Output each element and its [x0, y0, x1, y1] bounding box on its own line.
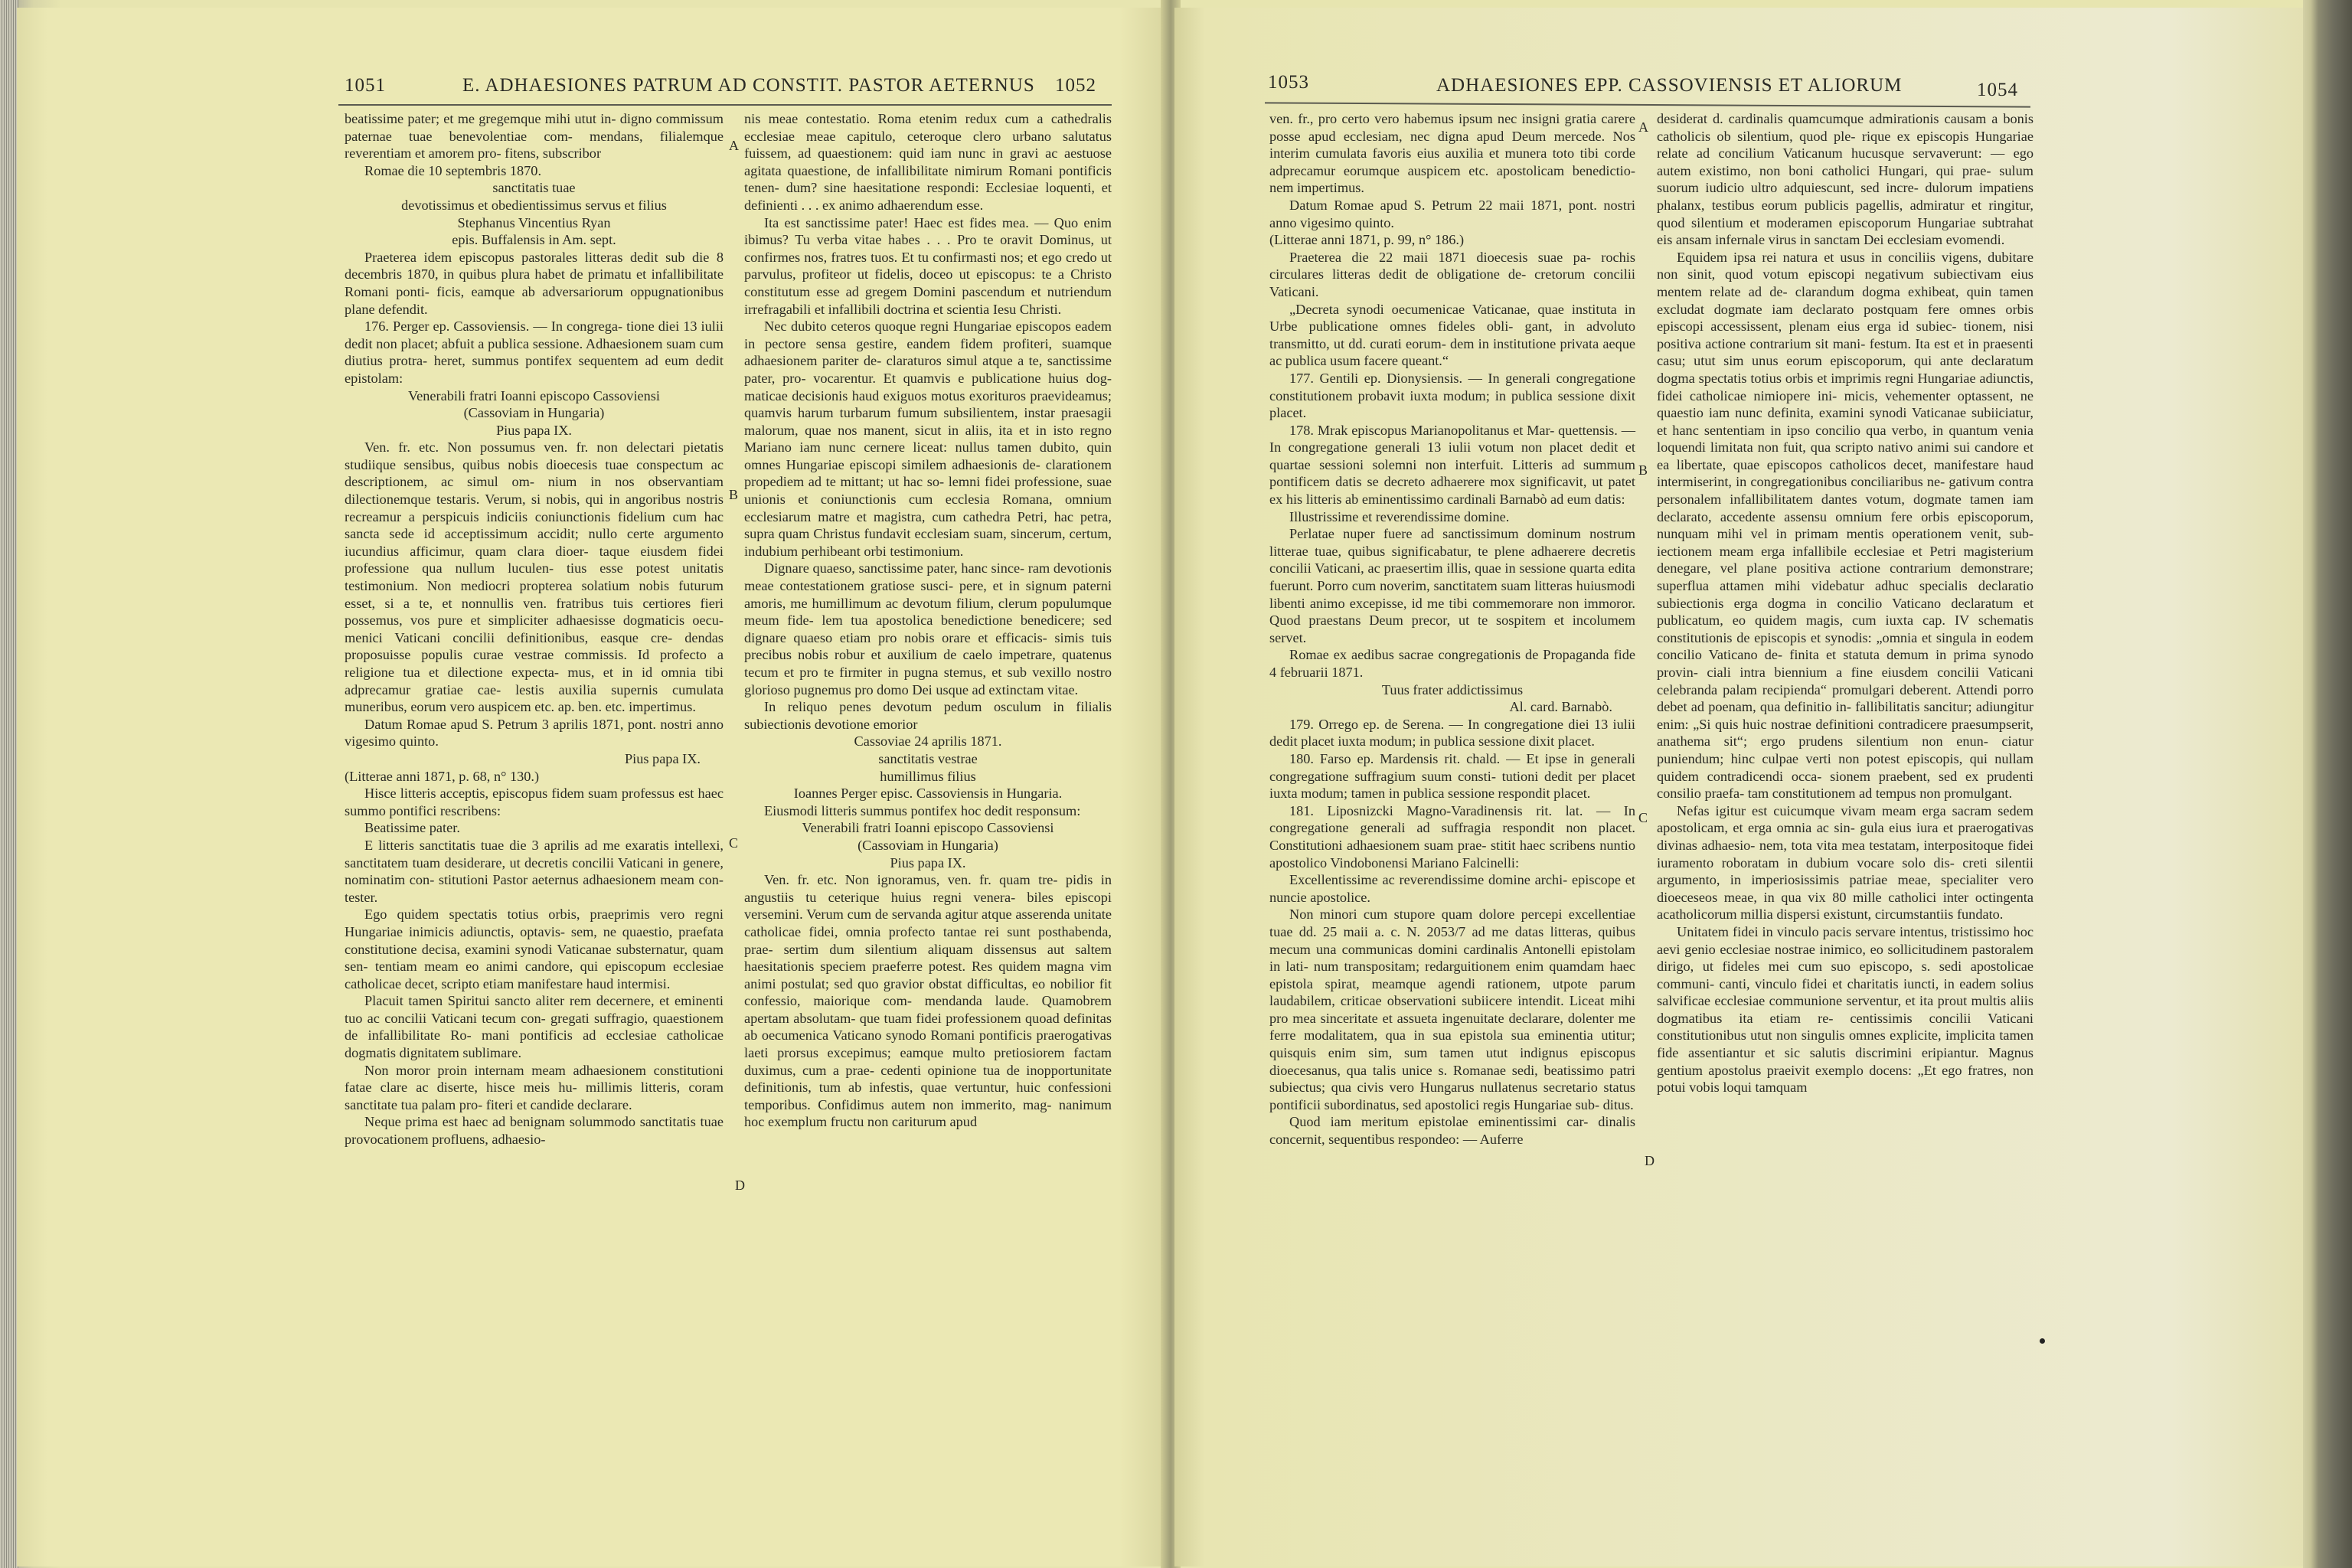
paragraph: humillimus filius — [880, 768, 976, 784]
page-number: 1051 — [345, 75, 386, 96]
paragraph: Quod iam meritum epistolae eminentissimi car- dinalis concernit, sequentibus respondeo: — Auferre — [1269, 1114, 1635, 1148]
paragraph: Cassoviae 24 aprilis 1871. — [854, 733, 1002, 750]
paragraph: Non minori cum stupore quam dolore percepi excellentiae tuae dd. 25 maii a. c. N. 2053/7 ad me datas litteras, quibus mecum una communicas domini cardinalis Antonelli epistolam in lati- num transpositam; redarguitionem enim quamdam haec epistola spirat, meamque agendi rationem, utpote parum laudabilem, criticae observationi subiicere intendit. Liceat mihi pro mea sinceritate et assueta ingenuitate declarare, dolenter me ferre modalitatem, qua in sua epistola sua eminentia utitur; quisquis enim sim, sum tamen utut indignus episcopus dioecesanus, qua talis unice s. Romanae sedi, beatissimo patri subiectus; qua civis vero Hungarus nullatenus secretario status pontificii subordinatus, sed apostolici regis Hungariae sub- ditus. — [1269, 906, 1635, 1112]
paragraph: Ioannes Perger episc. Cassoviensis in Hungaria. — [793, 786, 1063, 802]
paragraph: 178. Mrak episcopus Marianopolitanus et Mar- quettensis. — In congregatione generali 13 iulii votum non placet dedit et quartae sessioni solemni non interfuit. Litteris ad summum pontificem datis se decreto adhaerere mox significavit, ut patet ex his litteris ab eminentissimo cardinali Barnabò ad eum datis: — [1269, 422, 1635, 508]
paragraph: (Litterae anni 1871, p. 99, n° 186.) — [1269, 232, 1465, 248]
page-stack-right — [2303, 0, 2352, 1568]
paragraph: Pius papa IX. — [495, 422, 572, 438]
paragraph: Al. card. Barnabò. — [1509, 699, 1612, 715]
paragraph: Venerabili fratri Ioanni episcopo Cassoviensi — [408, 387, 660, 403]
paragraph: Nec dubito ceteros quoque regni Hungariae episcopos eadem in pectore sensa gestire, eandem fidem profiteri, suamque adhaesionem pariter de- claraturos simul atque a te, sanctissime pater, pro- vocarentur. Et quamvis e publicatione huius dog- maticae decisionis haud exiguos motus exorituros praevideamus; quamvis harum turbarum fumum subsilientem, instar praesagii malorum, quae nos manent, sicut in aliis, ita et in isto regno Mariano iam nunc cernere liceat: nullus tamen dubito, quin omnes Hungariae episcopi similem adhaesionis de- clarationem propediem ad te mittant; ut hac so- lemni fidei professione, suae unionis et coniunctionis cum ecclesia Romana, omnium ecclesiarum matre et magistra, cum cathedra Petri, hac petra, supra quam Christus fundavit ecclesiam suam, sincerum, certum, indubium perhibeant orbi testimonium. — [744, 318, 1112, 559]
paragraph: 177. Gentili ep. Dionysiensis. — In generali congregatione constitutionem probavit iuxta modum; in publica sessione dixit placet. — [1269, 370, 1635, 421]
paragraph: (Cassoviam in Hungaria) — [463, 405, 605, 421]
paragraph: Praeterea idem episcopus pastorales litteras dedit sub die 8 decembris 1870, in quibus plura habet de primatu et infallibilitate Romani ponti- ficis, eamque ab adversariorum oppugnationibus plane defendit. — [345, 249, 724, 317]
paragraph: Unitatem fidei in vinculo pacis servare intentus, tristissimo hoc aevi genio ecclesiae nostrae inimico, eo sollicitudinem pastoralem dirigo, ut fideles mei cum suo episcopo, s. sedi apostolicae communi- canti, vinculo fidei et charitatis iuncti, in eadem solius salvificae ecclesiae communione serventur, et ita prout multis aliis dogmatibus ita etiam re- centissimis concilii Vaticani constitutionibus utut non singulis omnes explicite, implicita tamen fide assentiantur et sic salutis discrimini eripiantur. Magnus gentium apostolus praeivit exemplo docens: „Et ego fratres, non potui vobis loqui tamquam — [1657, 923, 2034, 1096]
paragraph: E litteris sanctitatis tuae die 3 aprilis ad me exaratis intellexi, sanctitatem tuam desiderare, ut decretis concilii Vaticani in genere, nominatim con- stitutioni Pastor aeternus adhaesionem meam con- tester. — [345, 837, 724, 905]
paragraph: Nefas igitur est cuicumque vivam meam erga sacram sedem apostolicam, et erga omnia ac sin- gula eius iura et praerogativas divinas adhaesio- nem, tota vita mea testatam, interpositoque fidei iuramento roboratam in dubium vocare solo dis- creti silentii argumento, in imperiosissimis patriae meae, specialiter vero dioeceseos meae, in qua vix 80 mille catholici inter octingenta acatholicorum millia dispersi existunt, circumstantiis fundato. — [1657, 802, 2034, 923]
paragraph: Romae ex aedibus sacrae congregationis de Propaganda fide 4 februarii 1871. — [1269, 647, 1635, 680]
header-rule — [1265, 102, 2030, 107]
paragraph: 176. Perger ep. Cassoviensis. — In congrega- tione diei 13 iulii dedit non placet; abfuit a publica sessione. Adhaesionem suam cum diutius protra- heret, summus pontifex sequentem ad eum dedit epistolam: — [345, 318, 724, 386]
paragraph: nis meae contestatio. Roma etenim redux cum a cathedralis ecclesiae meae capitulo, ceteroque clero urbano salutatus fuissem, ad quaestionem: quid iam nunc in gravi ac aestuose agitata quaestione, de infallibilitate nimirum Romani pontificis tenen- dum? sine haesitatione respondi: Ecclesiae loquenti, et definienti . . . ex animo adhaerendum esse. — [744, 111, 1112, 213]
left-column-2 — [744, 110, 1112, 1131]
paragraph: Dignare quaeso, sanctissime pater, hanc since- ram devotionis meae contestationem gratiose susci- pere, et in signum paterni amoris, me humillimum ac devotum filium, clerum populumque meum fide- lem tua apostolica benedictione benedicere; sed dignare quaeso etiam pro nobis orare et efficacis- simis tuis precibus nobis robur et auxilium de caelo impetrare, quatenus tecum et pro te firmiter in pugna stemus, et sub vexillo nostro glorioso pugnemus pro domo Dei usque ad extinctam vitae. — [744, 560, 1112, 697]
paragraph: ven. fr., pro certo vero habemus ipsum nec insigni gratia carere posse apud ecclesiam, nec digna apud Deum mercede. Nos interim cumulata favoris eius auxilia et munera toto tibi corde adprecamur eorumque auspicem etc. apostolicam benedictio- nem impertimus. — [1269, 111, 1635, 196]
paragraph: epis. Buffalensis in Am. sept. — [452, 232, 616, 248]
right-column-1 — [1269, 110, 1635, 1148]
paragraph: Pius papa IX. — [624, 750, 701, 766]
paragraph: Ita est sanctissime pater! Haec est fides mea. — Quo enim ibimus? Tu verba vitae habes . . . Pro te oravit Dominus, ut confirmes nos, fratres tuos. Et tu confirmasti nos; et ego credo ut parvulus, profiteor ut fidelis, doceo ut episcopus: te a Christo constitutum esse ad gregem Domini pascendum et nutriendum irrefragabili et infallibili doctrina et scientia Iesu Christi. — [744, 214, 1112, 317]
paragraph: Excellentissime ac reverendissime domine archi- episcope et nuncie apostolice. — [1269, 872, 1635, 905]
paragraph: Stephanus Vincentius Ryan — [457, 214, 611, 230]
paragraph: Illustrissime et reverendissime domine. — [1289, 508, 1510, 524]
paragraph: Ven. fr. etc. Non possumus ven. fr. non delectari pietatis studiique sensibus, quibus nobis dioecesis tuae conspectum ac descriptionem, ac simul om- nium in nos observantiam dilectionemque testaris. Verum, si nobis, qui in angoribus nostris recreamur a perspicuis indiciis coniunctionis fidelium cum hac sancta sede id acceptissimum accidit; nullo certe argumento iucundius afficimur, quam clara dioer- taque eiusdem fidei professione qua nullum luculen- tius esse potest unitatis testimonium. Non mediocri propterea solatium nobis futurum esset, si a te, et nonnullis ven. fratribus tuis certiores fieri possemus, vos pure et simpliciter adhaesisse dogmaticis oecu- menici Vaticani concilii definitionibus, easque cre- dendas proposuisse populis curae vestrae commissis. Id profecto a religione tua et dilectione expecta- mus, et in id omnia tibi adprecamur gratiae cae- lestis auxilia supernis cumulata muneribus, eorum vero auspicem etc. ap. ben. etc. impertimus. — [345, 439, 724, 715]
paragraph: Placuit tamen Spiritui sancto aliter rem decernere, et eminenti tuo ac concilii Vaticani tecum con- gregati suffragio, quaestionem de infallibilitate Ro- mani pontificis ad ecclesiae catholicae dogmatis dignitatem sublimare. — [345, 993, 724, 1061]
paragraph: Hisce litteris acceptis, episcopus fidem suam professus est haec summo pontifici rescribens: — [345, 786, 724, 818]
right-page — [1174, 8, 2305, 1566]
right-column-2 — [1657, 110, 2034, 1096]
paragraph: Perlatae nuper fuere ad sanctissimum dominum nostrum litterae tuae, quibus significabatur, te plene adhaerere decretis concilii Vaticani, ac praesertim illis, quae in sessione quarta edita fuerunt. Porro cum noverim, sanctitatem suam litteras huiusmodi libenti animo excepisse, id me tibi commemorare non immoror. Quod praestans Deum precor, ut te sospitem et incolumem servet. — [1269, 526, 1635, 645]
page-number: 1053 — [1268, 72, 1309, 93]
paragraph: Ven. fr. etc. Non ignoramus, ven. fr. quam tre- pidis in angustiis tu ceterique huius regni venera- biles episcopi versemini. Verum cum de servanda agitur atque asserenda unitate catholicae fidei, omnia profecto tantae rei sunt posthabenda, prae- sertim dum silentium aliquam dissensus aut saltem haesitationis speciem praeferre potest. Res quidem magna vim animi postulat; sed quo gravior obstat difficultas, eo nobilior fit confessio, maiorique com- mendanda laude. Quamobrem apertam absolutam- que tuam fidei professionem quoad definitas ab oecumenica Vaticano synodo Romani pontificis praerogativas laeti prorsus excepimus; eamque multo pretiosiorem factam duximus, cum a prae- cedenti opinione tua de inopportunitate definitionis, tum ab infestis, quae vertuntur, huic confessioni temporibus. Confidimus autem non immerito, mag- nanimum hoc exemplum fructu non cariturum apud — [744, 872, 1112, 1130]
left-column-1 — [345, 110, 724, 1148]
paragraph: Eiusmodi litteris summus pontifex hoc dedit responsum: — [764, 802, 1081, 818]
margin-letter: D — [1645, 1153, 1655, 1168]
paragraph: Datum Romae apud S. Petrum 22 maii 1871, pont. nostri anno vigesimo quinto. — [1269, 197, 1635, 230]
paragraph: desiderat d. cardinalis quamcumque admirationis causam a bonis catholicis ob silentium, quod ple- rique ex episcopis Hungariae relate ad concilium Vaticanum hucusque servaverunt: — ego autem existimo, non boni catholici Hungari, qui prae- sulum suorum iudicio ultro adquiescunt, sed incre- dulorum impatiens phalanx, testibus eorum publicis pagellis, admiratur et ringitur, quod silentium et moderamen episcoporum Hungariae subtrahat eis ansam infernale virus in sanctam Dei ecclesiam evomendi. — [1657, 111, 2034, 248]
running-title: ADHAESIONES EPP. CASSOVIENSIS ET ALIORUM — [1436, 75, 1903, 96]
paragraph: In reliquo penes devotum pedum osculum in filialis subiectionis devotione emorior — [744, 699, 1112, 732]
page-number: 1054 — [1977, 80, 2018, 100]
margin-letter: A — [729, 138, 739, 153]
paragraph: Beatissime pater. — [364, 820, 460, 836]
paragraph: Equidem ipsa rei natura et usus in conciliis vigens, dubitare non sinit, quod votum episcopi negativum subiectivam eius mentem relate ad de- clarandum dogma exhibeat, quin tamen excludat dogmate iam declarato postquam fere omnes orbis episcopi accessissent, plenam eius erga id subiec- tionem, nisi positiva actione contrarium sit mani- festum. Ita est et in praesenti casu; utut sim unus eorum episcoporum, qui ante declaratum dogma spectatis totius orbis et imprimis regni Hungariae adiunctis, fidei catholicae nimiopere ini- micis, vehementer optassent, ne quaestio iam nunc definita, examini synodi Vaticanae subiiciatur, et hanc sententiam in ipso concilio qua verbo, in quantum venia loquendi limitata non fuit, qua scripto nativo animi sui candore et ea libertate, quae episcopos catholicos decet, manifestare haud intermiserint, in congregationibus conciliaribus ne- gativum contra personalem infallibilitatem dantes votum, dogmate tamen iam declarato, accedente assensu omnium fere orbis episcoporum, nunquam mihi vel in primam mentis operationem venit, sub- iectionem meam erga infallibile ecclesiae et Petri magisterium denegare, vel plane positiva actione contrarium demonstrare; superflua attamen mihi videbatur adhuc specialis declaratio subiectionis erga dogma in concilio Vaticano declaratum et publicatum, eo quidem magis, cum iuxta cap. IV schematis constitutionis de episcopis et synodis: „omnia et singula in eodem concilio Vaticano de- finita et statuta demum in prima synodo provin- ciali intra biennium a fine eiusdem concilii Vaticani celebranda palam recipienda“ promulgari deberent. Attendi porro debet ad poenam, qua definitio in- fallibilitatis sancitur; adiungitur enim: „Si quis huic nostrae definitioni contradicere praesumpserit, anathema sit“; ergo prudens silentium non enun- ciatur puniendum; hinc culpae verti non potest episcopis, qui nullam quidem contradicendi occa- sionem praebent, sed ex prudenti consilio praefa- tam constitutionem ad tempus non promulgant. — [1657, 249, 2034, 802]
paragraph: Tuus frater addictissimus — [1381, 681, 1524, 697]
left-page — [17, 8, 1165, 1566]
margin-letter: B — [1638, 462, 1648, 478]
paragraph: (Cassoviam in Hungaria) — [858, 837, 998, 853]
paragraph: Pius papa IX. — [890, 854, 966, 871]
header-rule — [338, 104, 1112, 106]
paragraph: 180. Farso ep. Mardensis rit. chald. — Et ipse in generali congregatione suffragium suum consti- tutioni dedit per placet iuxta modum; tamen in publica sessione respondit placet. — [1269, 750, 1635, 802]
margin-letter: B — [729, 487, 739, 502]
paragraph: sanctitatis tuae — [492, 180, 576, 196]
paragraph: Romae die 10 septembris 1870. — [364, 162, 542, 178]
paragraph: „Decreta synodi oecumenicae Vaticanae, quae instituta in Urbe publicatione omnes fideles obli- gant, in advoluto transmitto, ut dd. curati eorum- dem in institutione privata aeque ac publica usum facere queant.“ — [1269, 301, 1635, 369]
paragraph: Non moror proin internam meam adhaesionem constitutioni fatae clare ac diserte, hisce meis hu- millimis litteris, coram sanctitate tua palam pro- fiteri et candide declarare. — [345, 1062, 724, 1112]
paragraph: Praeterea die 22 maii 1871 dioecesis suae pa- rochis circulares litteras dedit de obligatione de- cretorum concilii Vaticani. — [1269, 249, 1635, 299]
paragraph: Ego quidem spectatis totius orbis, praeprimis vero regni Hungariae inimicis adiunctis, optavis- sem, ne quaestio, praefata constitutione decisa, examini synodi Vaticanae substernatur, quam sen- tentiam meam eo animi candore, qui episcopum ecclesiae catholicae decet, scripto etiam manifestare haud intermisi. — [345, 906, 724, 991]
running-title: E. ADHAESIONES PATRUM AD CONSTIT. PASTOR AETERNUS — [462, 75, 1035, 96]
paragraph: 179. Orrego ep. de Serena. — In congregatione diei 13 iulii dedit placet iuxta modum; in publica sessione dixit placet. — [1269, 716, 1635, 750]
paragraph: devotissimus et obedientissimus servus et filius — [401, 197, 667, 213]
paragraph: (Litterae anni 1871, p. 68, n° 130.) — [345, 768, 540, 784]
paragraph: Venerabili fratri Ioanni episcopo Cassoviensi — [802, 820, 1054, 836]
paragraph: Datum Romae apud S. Petrum 3 aprilis 1871, pont. nostri anno vigesimo quinto. — [345, 716, 724, 750]
page-number: 1052 — [1055, 75, 1096, 96]
margin-letter: A — [1638, 119, 1648, 135]
page-stack-left — [0, 0, 18, 1568]
paragraph: beatissime pater; et me gregemque mihi utut in- digno commissum paternae tuae benevolentiae com- mendans, filialemque reverentiam et amorem pro- fitens, subscribor — [345, 111, 724, 162]
margin-letter: C — [1638, 810, 1648, 825]
paragraph: sanctitatis vestrae — [878, 750, 978, 766]
margin-letter: D — [735, 1178, 745, 1193]
paragraph: 181. Liposnizcki Magno-Varadinensis rit. lat. — In congregatione generali ad suffragia respondit non placet. Constitutioni adhaesionem suam prae- stitit haec scribens nuntio apostolico Vindobonensi Mariano Falcinelli: — [1269, 802, 1635, 871]
margin-letter: C — [729, 835, 739, 851]
paragraph: Neque prima est haec ad benignam solummodo sanctitatis tuae provocationem profluens, adhaesio- — [345, 1114, 724, 1148]
ink-spot — [2040, 1338, 2045, 1344]
